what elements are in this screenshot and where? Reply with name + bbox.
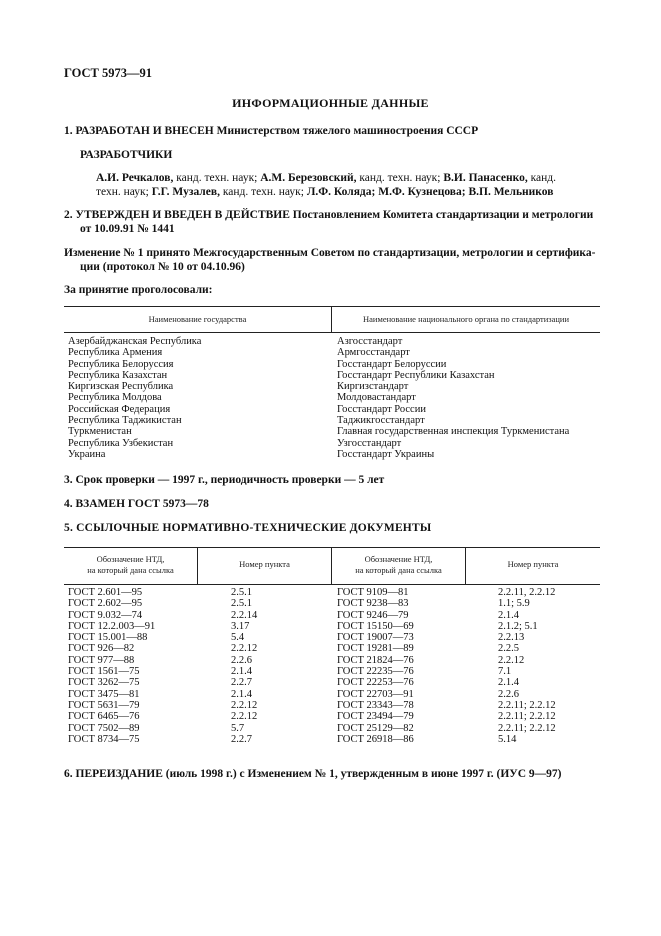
table-header-item: Номер пункта bbox=[239, 559, 290, 569]
table-cell: ГОСТ 22235—76 bbox=[337, 666, 414, 678]
table-cell: Российская Федерация bbox=[68, 403, 171, 415]
table-cell: 1.1; 5.9 bbox=[498, 598, 530, 610]
table-cell: 2.2.12 bbox=[231, 643, 258, 655]
developer-name: В.И. Панасенко, bbox=[443, 172, 528, 184]
table-header-item: Номер пункта bbox=[507, 559, 559, 569]
table-cell: ГОСТ 9109—81 bbox=[337, 587, 409, 598]
table-cell: ГОСТ 9238—83 bbox=[337, 598, 409, 610]
left-docs-column bbox=[68, 587, 155, 745]
table-cell: ГОСТ 19281—89 bbox=[337, 643, 414, 655]
developer-name: Г.Г. Музалев, bbox=[151, 186, 220, 198]
table-cell: ГОСТ 2.601—95 bbox=[68, 587, 143, 598]
table-cell: 3.17 bbox=[231, 620, 250, 632]
table-cell: Азербайджанская Республика bbox=[68, 336, 202, 347]
developers-line-1 bbox=[96, 171, 596, 186]
table-header-body: Наименование национального органа по стандартизации bbox=[362, 314, 570, 324]
section-1-heading: 1. РАЗРАБОТАН И ВНЕСЕН bbox=[64, 125, 214, 137]
section-3: 3. Срок проверки — 1997 г., периодичность проверки — 5 лет bbox=[64, 474, 385, 486]
table-cell: Азгосстандарт bbox=[337, 336, 403, 347]
table-cell: Республика Молдова bbox=[68, 392, 162, 404]
table-cell: 2.5.1 bbox=[231, 598, 252, 610]
developer-degree: канд. техн. наук; bbox=[219, 186, 307, 198]
table-cell: ГОСТ 23343—78 bbox=[337, 699, 414, 711]
states-column bbox=[68, 336, 201, 460]
table-rule bbox=[64, 547, 600, 548]
table-cell: 2.2.11, 2.2.12 bbox=[498, 587, 556, 598]
table-cell: ГОСТ 8734—75 bbox=[68, 733, 140, 745]
table-cell: ГОСТ 5631—79 bbox=[68, 699, 140, 711]
table-cell: ГОСТ 1561—75 bbox=[68, 666, 140, 678]
table-rule bbox=[64, 584, 600, 585]
section-1 bbox=[64, 124, 604, 139]
table-cell: Киргизстандарт bbox=[337, 381, 409, 393]
section-2-heading: 2. УТВЕРЖДЕН И ВВЕДЕН В ДЕЙСТВИЕ bbox=[64, 209, 290, 221]
table-cell: 5.4 bbox=[231, 632, 245, 644]
table-cell: 2.2.7 bbox=[231, 733, 252, 745]
table-cell: Республика Узбекистан bbox=[68, 437, 174, 449]
bodies-column bbox=[337, 336, 569, 460]
amendment-line-2: ции (протокол № 10 от 04.10.96) bbox=[80, 261, 245, 273]
left-items-column bbox=[231, 587, 257, 745]
table-cell: 2.2.7 bbox=[231, 677, 252, 689]
table-cell: Армгосстандарт bbox=[337, 347, 410, 359]
table-cell: 2.2.12 bbox=[231, 699, 258, 711]
section-2-text: Постановлением Комитета стандартизации и метрологии bbox=[289, 209, 594, 221]
table-cell: Госстандарт России bbox=[337, 403, 426, 415]
table-cell: Молдовастандарт bbox=[337, 392, 416, 404]
table-cell: ГОСТ 926—82 bbox=[68, 643, 135, 655]
page-title: ИНФОРМАЦИОННЫЕ ДАННЫЕ bbox=[232, 96, 429, 110]
developer-name: А.И. Речкалов, bbox=[96, 172, 174, 184]
section-2 bbox=[64, 208, 624, 223]
table-cell: 2.1.4 bbox=[498, 677, 519, 689]
table-cell: 2.2.14 bbox=[231, 609, 258, 621]
section-1-text: Министерством тяжелого машиностроения СССР bbox=[213, 125, 479, 137]
table-cell: 2.2.13 bbox=[498, 632, 525, 644]
table-cell: ГОСТ 19007—73 bbox=[337, 632, 414, 644]
table-cell: ГОСТ 6465—76 bbox=[68, 711, 140, 723]
table-cell: 2.5.1 bbox=[231, 587, 252, 598]
developer-degree: канд. техн. наук; bbox=[356, 172, 444, 184]
table-cell: Республика Белоруссия bbox=[68, 358, 174, 370]
document-code: ГОСТ 5973—91 bbox=[64, 66, 153, 80]
header-line: Обозначение НТД, bbox=[96, 554, 165, 564]
section-6: 6. ПЕРЕИЗДАНИЕ (июль 1998 г.) с Изменением № 1, утвержденным в июне 1997 г. (ИУС 9—97) bbox=[64, 768, 562, 780]
header-line: Обозначение НТД, bbox=[364, 554, 433, 564]
developers-line-2 bbox=[96, 185, 606, 200]
right-docs-column bbox=[337, 587, 414, 745]
developer-degree: техн. наук; bbox=[96, 186, 152, 198]
table-cell: 2.2.6 bbox=[231, 654, 252, 666]
header-line: на который дана ссылка bbox=[87, 565, 174, 575]
developers-label: РАЗРАБОТЧИКИ bbox=[80, 149, 173, 161]
table-cell: 5.7 bbox=[231, 722, 245, 734]
table-cell: ГОСТ 3262—75 bbox=[68, 677, 140, 689]
table-cell: 5.14 bbox=[498, 733, 517, 745]
table-cell: ГОСТ 21824—76 bbox=[337, 654, 414, 666]
table-cell: Госстандарт Белоруссии bbox=[337, 358, 447, 370]
vote-label: За принятие проголосовали: bbox=[64, 284, 213, 296]
table-cell: Республика Таджикистан bbox=[68, 415, 182, 427]
table-header-state: Наименование государства bbox=[148, 314, 247, 324]
table-cell: ГОСТ 15150—69 bbox=[337, 620, 414, 632]
table-cell: ГОСТ 977—88 bbox=[68, 654, 135, 666]
table-cell: 2.1.4 bbox=[498, 609, 519, 621]
right-items-column bbox=[498, 587, 556, 745]
table-cell: 2.1.4 bbox=[231, 688, 252, 700]
developer-names: Л.Ф. Коляда; М.Ф. Кузнецова; В.П. Мельников bbox=[306, 186, 554, 198]
section-2-line-2: от 10.09.91 № 1441 bbox=[80, 223, 175, 235]
header-line: на который дана ссылка bbox=[355, 565, 442, 575]
table-cell: Киргизская Республика bbox=[68, 381, 174, 393]
table-cell: Госстандарт Республики Казахстан bbox=[337, 369, 495, 381]
table-cell: 2.2.5 bbox=[498, 643, 519, 655]
table-cell: ГОСТ 3475—81 bbox=[68, 688, 140, 700]
table-cell: Республика Армения bbox=[68, 347, 163, 359]
table-cell: 2.2.12 bbox=[231, 711, 258, 723]
section-5: 5. ССЫЛОЧНЫЕ НОРМАТИВНО-ТЕХНИЧЕСКИЕ ДОКУМЕНТЫ bbox=[64, 522, 432, 534]
table-cell: ГОСТ 25129—82 bbox=[337, 722, 414, 734]
table-cell: ГОСТ 2.602—95 bbox=[68, 598, 143, 610]
table-cell: 7.1 bbox=[498, 666, 512, 678]
table-header-doc bbox=[64, 554, 197, 576]
table-rule bbox=[64, 306, 600, 307]
table-cell: ГОСТ 22253—76 bbox=[337, 677, 414, 689]
table-cell: ГОСТ 23494—79 bbox=[337, 711, 414, 723]
table-cell: ГОСТ 15.001—88 bbox=[68, 632, 148, 644]
section-4: 4. ВЗАМЕН ГОСТ 5973—78 bbox=[64, 498, 209, 510]
table-cell: 2.2.11; 2.2.12 bbox=[498, 711, 556, 723]
table-cell: ГОСТ 7502—89 bbox=[68, 722, 140, 734]
table-cell: Украина bbox=[68, 448, 106, 460]
table-cell: ГОСТ 22703—91 bbox=[337, 688, 414, 700]
developer-name: А.М. Березовский, bbox=[260, 172, 357, 184]
table-rule bbox=[64, 332, 600, 333]
table-cell: Госстандарт Украины bbox=[337, 448, 435, 460]
table-cell: 2.1.4 bbox=[231, 666, 252, 678]
table-cell: 2.1.2; 5.1 bbox=[498, 620, 538, 632]
table-header-doc bbox=[332, 554, 465, 576]
table-cell: ГОСТ 12.2.003—91 bbox=[68, 620, 156, 632]
table-cell: Республика Казахстан bbox=[68, 369, 168, 381]
table-cell: Главная государственная инспекция Туркменистана bbox=[337, 426, 570, 438]
table-cell: 2.2.11; 2.2.12 bbox=[498, 699, 556, 711]
table-cell: Таджикгосстандарт bbox=[337, 415, 425, 427]
table-cell: Туркменистан bbox=[68, 426, 132, 438]
table-cell: 2.2.6 bbox=[498, 688, 519, 700]
table-cell: 2.2.11; 2.2.12 bbox=[498, 722, 556, 734]
table-cell: Узгосстандарт bbox=[337, 437, 402, 449]
developer-degree: канд. bbox=[527, 172, 556, 184]
developer-degree: канд. техн. наук; bbox=[173, 172, 261, 184]
amendment-line-1: Изменение № 1 принято Межгосударственным Советом по стандартизации, метрологии и сертифика- bbox=[64, 247, 596, 259]
table-cell: 2.2.12 bbox=[498, 654, 525, 666]
table-cell: ГОСТ 26918—86 bbox=[337, 733, 414, 745]
table-cell: ГОСТ 9246—79 bbox=[337, 609, 409, 621]
table-cell: ГОСТ 9.032—74 bbox=[68, 609, 143, 621]
